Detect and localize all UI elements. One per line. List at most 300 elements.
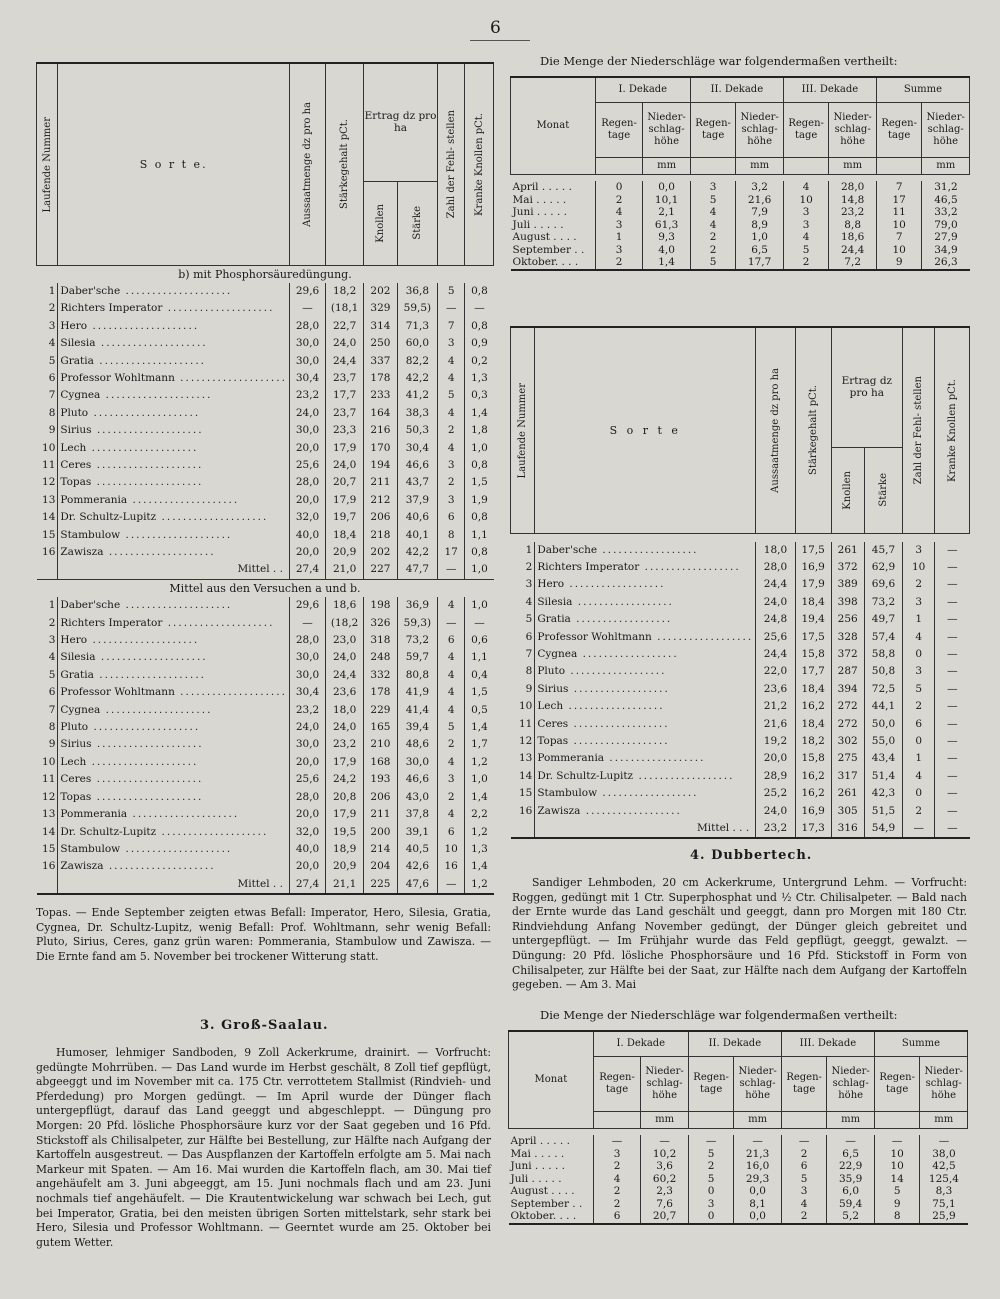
leader-dots: .................. bbox=[568, 682, 670, 695]
rain-height: 2,1 bbox=[643, 206, 691, 219]
variety-name bbox=[58, 353, 290, 370]
staerkegehalt-value: 18,4 bbox=[795, 716, 831, 733]
leader-dots: .................. bbox=[633, 769, 735, 782]
leader-dots: .................... bbox=[103, 546, 216, 558]
variety-name-text: Ceres bbox=[60, 458, 92, 471]
aussaat-value: 21,2 bbox=[756, 698, 796, 715]
aussaat-value: 28,0 bbox=[289, 474, 325, 491]
variety-name-text: Richters Imperator bbox=[60, 302, 163, 315]
rain-col-hoehe: Nieder- schlag- höhe bbox=[922, 103, 970, 158]
staerkegehalt-value: 24,4 bbox=[326, 353, 364, 370]
staerke-value: 42,2 bbox=[397, 544, 437, 561]
variety-name bbox=[58, 597, 290, 614]
knollen-value: 211 bbox=[364, 806, 398, 823]
rain-days: 9 bbox=[876, 256, 921, 270]
variety-name-leader bbox=[60, 300, 287, 317]
rain-table-1 bbox=[510, 76, 970, 271]
staerke-mean: 47,7 bbox=[397, 561, 437, 579]
staerke-value: 38,3 bbox=[397, 405, 437, 422]
aussaat-value: 32,0 bbox=[289, 824, 325, 841]
rain-col-unit: mm bbox=[827, 1112, 875, 1129]
aussaat-value: 30,0 bbox=[289, 422, 325, 439]
rain-header-row bbox=[511, 77, 970, 103]
variety-name-text: Professor Wohltmann bbox=[60, 371, 175, 384]
row-number: 6 bbox=[48, 686, 56, 699]
fehlstellen-value: 3 bbox=[438, 771, 465, 788]
staerkegehalt-value: 19,4 bbox=[795, 611, 831, 628]
aussaat-value: 30,0 bbox=[289, 736, 325, 753]
rain-height: 59,4 bbox=[827, 1198, 875, 1211]
row-number: 1 bbox=[48, 599, 56, 612]
rain-days: 4 bbox=[783, 231, 828, 244]
rain-col-hoehe: Nieder- schlag- höhe bbox=[829, 103, 877, 158]
leader-dots: .................. bbox=[564, 578, 666, 591]
rain-height: 3,2 bbox=[736, 181, 784, 194]
leader-dots: .................... bbox=[174, 371, 287, 384]
aussaat-value: 24,0 bbox=[289, 405, 325, 422]
staerke-value: 37,8 bbox=[397, 806, 437, 823]
rain-height: 61,3 bbox=[643, 219, 691, 232]
fehlstellen-value: 7 bbox=[438, 318, 465, 335]
staerkegehalt-value: 16,2 bbox=[795, 785, 831, 802]
rain-days: 4 bbox=[781, 1198, 826, 1211]
knollen-value: 193 bbox=[364, 771, 398, 788]
rain-col-d3: III. Dekade bbox=[783, 77, 876, 103]
aussaat-value: 28,0 bbox=[289, 632, 325, 649]
variety-name-leader bbox=[537, 681, 753, 698]
variety-name-leader bbox=[537, 646, 753, 663]
rain-row bbox=[511, 256, 970, 270]
leader-dots: .................... bbox=[162, 302, 275, 315]
knollen-value: 261 bbox=[831, 785, 864, 802]
row-number: 1 bbox=[48, 284, 56, 297]
variety-name-text: Silesia bbox=[60, 651, 96, 664]
rain-height: — bbox=[641, 1135, 689, 1148]
fehlstellen-value: 2 bbox=[438, 789, 465, 806]
variety-name bbox=[58, 509, 290, 526]
staerkegehalt-value: 16,2 bbox=[795, 768, 831, 785]
knollen-value: 211 bbox=[364, 474, 398, 491]
rain-days: 6 bbox=[593, 1210, 641, 1224]
variety-name-text: Professor Wohltmann bbox=[537, 630, 652, 643]
variety-name-leader bbox=[537, 611, 753, 628]
variety-name-leader bbox=[537, 768, 753, 785]
knollen-value: 248 bbox=[364, 649, 398, 666]
rain-row bbox=[509, 1210, 968, 1224]
kranke-mean: 1,2 bbox=[465, 876, 494, 894]
kranke-value: — bbox=[935, 663, 970, 680]
knollen-value: 212 bbox=[364, 492, 398, 509]
variety-name-leader bbox=[60, 527, 287, 544]
variety-row bbox=[511, 716, 970, 733]
rain-days: 7 bbox=[876, 231, 921, 244]
staerkegehalt-value: 23,6 bbox=[326, 684, 364, 701]
leader-dots: .................... bbox=[100, 389, 213, 402]
r-col-aussaat-header: Aussaatmenge dz pro ha bbox=[756, 327, 796, 533]
kranke-value: 2,2 bbox=[465, 806, 494, 823]
leader-dots: .................. bbox=[570, 613, 673, 626]
leader-dots: .................... bbox=[120, 284, 233, 297]
aussaat-value: 20,0 bbox=[289, 544, 325, 561]
variety-name-leader bbox=[60, 615, 287, 632]
variety-row bbox=[37, 527, 494, 544]
knollen-value: 202 bbox=[364, 544, 398, 561]
kranke-value: — bbox=[935, 733, 970, 750]
row-number: 9 bbox=[48, 738, 56, 751]
rain-days: 5 bbox=[688, 1173, 733, 1186]
rain-days: 3 bbox=[781, 1185, 826, 1198]
aussaat-value: 24,8 bbox=[756, 611, 796, 628]
leader-dots: .................. bbox=[572, 595, 674, 608]
variety-row bbox=[511, 733, 970, 750]
kranke-value: — bbox=[935, 750, 970, 767]
variety-name bbox=[535, 803, 756, 820]
variety-name bbox=[535, 611, 756, 628]
aussaat-value: 24,0 bbox=[756, 803, 796, 820]
variety-row bbox=[37, 702, 494, 719]
variety-name-text: Stambulow bbox=[537, 787, 598, 800]
staerke-value: 42,2 bbox=[397, 370, 437, 387]
rain-height: 34,9 bbox=[922, 244, 970, 257]
variety-name-text: Daber'sche bbox=[60, 284, 121, 297]
staerkegehalt-value: 17,9 bbox=[326, 806, 364, 823]
row-number: 3 bbox=[48, 319, 56, 332]
variety-name-text: Topas bbox=[60, 790, 92, 803]
variety-name bbox=[58, 702, 290, 719]
staerkegehalt-value: 23,3 bbox=[326, 422, 364, 439]
rain-col-hoehe: Nieder- schlag- höhe bbox=[920, 1057, 968, 1112]
variety-name-leader bbox=[537, 576, 753, 593]
fehlstellen-value: 5 bbox=[438, 283, 465, 300]
col-lfd-header: Laufende Nummer bbox=[37, 63, 58, 265]
staerkegehalt-value: 24,0 bbox=[326, 719, 364, 736]
variety-row bbox=[511, 594, 970, 611]
fehlstellen-value: 0 bbox=[903, 785, 935, 802]
rain-days: 2 bbox=[595, 194, 643, 207]
staerkegehalt-value: 20,8 bbox=[326, 789, 364, 806]
kranke-value: 1,4 bbox=[465, 719, 494, 736]
staerke-value: 50,3 bbox=[397, 422, 437, 439]
variety-name-leader bbox=[60, 702, 287, 719]
staerke-value: 46,6 bbox=[397, 771, 437, 788]
r-col-staerkegehalt-header: Stärkegehalt pCt. bbox=[795, 327, 831, 533]
variety-name-leader bbox=[60, 387, 287, 404]
row-number: 3 bbox=[48, 634, 56, 647]
rain-month: April . . . . . bbox=[512, 181, 572, 193]
row-number: 4 bbox=[48, 651, 56, 664]
col-ertrag-header: Ertrag dz pro ha bbox=[364, 63, 438, 181]
row-number: 9 bbox=[48, 424, 56, 437]
staerke-value: 42,6 bbox=[397, 858, 437, 875]
right-variety-table bbox=[510, 326, 970, 839]
rain-header-row bbox=[509, 1031, 968, 1057]
rain-height: 28,0 bbox=[829, 181, 877, 194]
variety-name-text: Gratia bbox=[60, 354, 94, 367]
staerkegehalt-value: 17,5 bbox=[795, 629, 831, 646]
col-kranke-header: Kranke Knollen pCt. bbox=[465, 63, 494, 265]
knollen-value: 204 bbox=[364, 858, 398, 875]
rain-month: August . . . . bbox=[512, 231, 577, 243]
variety-name bbox=[58, 719, 290, 736]
staerkegehalt-value: 16,9 bbox=[795, 559, 831, 576]
variety-name bbox=[535, 716, 756, 733]
variety-row bbox=[511, 750, 970, 767]
variety-name-leader bbox=[60, 283, 287, 300]
rain-month: Mai . . . . . bbox=[512, 193, 567, 206]
kranke-value: 0,3 bbox=[465, 387, 494, 404]
rain-row bbox=[509, 1135, 968, 1148]
aussaat-value: 28,0 bbox=[289, 789, 325, 806]
col-aussaat-header: Aussaatmenge dz pro ha bbox=[289, 63, 325, 265]
row-number: 15 bbox=[518, 787, 533, 800]
knollen-value: 317 bbox=[831, 768, 864, 785]
staerkegehalt-value: 22,7 bbox=[326, 318, 364, 335]
kranke-value: 1,1 bbox=[465, 527, 494, 544]
rain-row bbox=[509, 1198, 968, 1211]
fehlstellen-value: 4 bbox=[903, 629, 935, 646]
variety-name-text: Richters Imperator bbox=[60, 616, 163, 629]
section-ab-heading-label: Mittel aus den Versuchen a und b. bbox=[37, 579, 494, 597]
rain-days: 3 bbox=[595, 244, 643, 257]
aussaat-mean: 27,4 bbox=[289, 561, 325, 579]
rain-row bbox=[511, 206, 970, 219]
staerke-value: 41,9 bbox=[397, 684, 437, 701]
fehlstellen-value: 2 bbox=[903, 803, 935, 820]
variety-row bbox=[37, 597, 494, 614]
rain-days: 4 bbox=[595, 206, 643, 219]
rain-col-hoehe: Nieder- schlag- höhe bbox=[641, 1057, 689, 1112]
spacer-row bbox=[511, 533, 970, 542]
row-number: 11 bbox=[42, 773, 56, 786]
aussaat-value: 25,6 bbox=[289, 457, 325, 474]
kranke-value: 1,0 bbox=[465, 440, 494, 457]
fehlstellen-value: 0 bbox=[903, 646, 935, 663]
variety-row bbox=[37, 405, 494, 422]
variety-name-leader bbox=[60, 318, 287, 335]
kranke-value: — bbox=[935, 611, 970, 628]
rain-col-regentage: Regen- tage bbox=[688, 1057, 733, 1112]
rain-height: 31,2 bbox=[922, 181, 970, 194]
leader-dots: .................. bbox=[568, 717, 670, 730]
aussaat-value: 20,0 bbox=[756, 750, 796, 767]
aussaat-value: 29,6 bbox=[289, 283, 325, 300]
kranke-value: 1,4 bbox=[465, 405, 494, 422]
staerke-value: 46,6 bbox=[397, 457, 437, 474]
col-knollen-header: Knollen bbox=[364, 181, 398, 265]
variety-row bbox=[37, 632, 494, 649]
variety-name-text: Zawisza bbox=[60, 546, 104, 558]
variety-name bbox=[535, 785, 756, 802]
fehlstellen-value: 2 bbox=[438, 422, 465, 439]
variety-name-text: Stambulow bbox=[60, 528, 121, 541]
staerke-value: 40,5 bbox=[397, 841, 437, 858]
staerkegehalt-value: 15,8 bbox=[795, 750, 831, 767]
rain-days: — bbox=[781, 1135, 826, 1148]
rain-days: 0 bbox=[595, 181, 643, 194]
leader-dots: .................... bbox=[156, 825, 269, 838]
variety-name-leader bbox=[60, 632, 287, 649]
fehlstellen-value: 4 bbox=[438, 597, 465, 614]
variety-name bbox=[535, 768, 756, 785]
fehlstellen-value: 4 bbox=[438, 405, 465, 422]
rain-month: August . . . . bbox=[510, 1185, 575, 1197]
rain-month: April . . . . . bbox=[510, 1135, 570, 1147]
staerkegehalt-value: 24,2 bbox=[326, 771, 364, 788]
rain-col-hoehe: Nieder- schlag- höhe bbox=[827, 1057, 875, 1112]
aussaat-value: 20,0 bbox=[289, 440, 325, 457]
leader-dots: .................... bbox=[156, 511, 269, 524]
col-staerkegehalt-header: Stärkegehalt pCt. bbox=[326, 63, 364, 265]
staerkegehalt-value: 20,7 bbox=[326, 474, 364, 491]
rain-col-monat: Monat bbox=[511, 77, 596, 175]
variety-name bbox=[58, 422, 290, 439]
rain-height: 6,5 bbox=[827, 1148, 875, 1161]
rain-days: 11 bbox=[876, 206, 921, 219]
rain-height: 24,4 bbox=[829, 244, 877, 257]
staerkegehalt-value: 23,0 bbox=[326, 632, 364, 649]
staerke-value: 41,2 bbox=[397, 387, 437, 404]
rain-height: — bbox=[827, 1135, 875, 1148]
rain-height: 29,3 bbox=[734, 1173, 782, 1186]
kranke-value: 1,8 bbox=[465, 422, 494, 439]
rain-col-regentage: Regen- tage bbox=[593, 1057, 641, 1112]
variety-name-text: Stambulow bbox=[60, 842, 121, 855]
staerke-value: 73,2 bbox=[397, 632, 437, 649]
r-col-lfd-header: Laufende Nummer bbox=[511, 327, 535, 533]
aussaat-value: — bbox=[289, 300, 325, 317]
knollen-value: 272 bbox=[831, 698, 864, 715]
knollen-value: 272 bbox=[831, 716, 864, 733]
fehlstellen-value: 3 bbox=[903, 663, 935, 680]
knollen-value: 372 bbox=[831, 646, 864, 663]
r-col-knollen-header: Knollen bbox=[831, 447, 864, 533]
rain-height: 35,9 bbox=[827, 1173, 875, 1186]
rain-col-unit: mm bbox=[641, 1112, 689, 1129]
fehlstellen-value: 3 bbox=[438, 492, 465, 509]
aussaat-value: 23,2 bbox=[289, 702, 325, 719]
variety-row bbox=[37, 335, 494, 352]
leader-dots: .................... bbox=[95, 651, 208, 664]
staerkegehalt-value: 20,9 bbox=[326, 544, 364, 561]
knollen-value: 178 bbox=[364, 370, 398, 387]
knollen-value: 389 bbox=[831, 576, 864, 593]
leader-dots: .................. bbox=[597, 543, 699, 556]
variety-name-leader bbox=[537, 698, 753, 715]
variety-row bbox=[511, 611, 970, 628]
leader-dots: .................... bbox=[103, 860, 216, 873]
variety-name bbox=[535, 733, 756, 750]
staerke-value: 42,3 bbox=[864, 785, 902, 802]
rain-height: 14,8 bbox=[829, 194, 877, 207]
staerkegehalt-value: 23,7 bbox=[326, 370, 364, 387]
variety-name-leader bbox=[60, 649, 287, 666]
rain-days: 5 bbox=[690, 194, 735, 207]
row-number: 12 bbox=[42, 790, 56, 803]
staerkegehalt-value: 23,7 bbox=[326, 405, 364, 422]
variety-name-text: Silesia bbox=[60, 337, 96, 350]
staerkegehalt-value: 17,5 bbox=[795, 542, 831, 559]
knollen-value: 275 bbox=[831, 750, 864, 767]
row-number: 5 bbox=[48, 668, 56, 681]
variety-name-text: Sirius bbox=[537, 682, 569, 695]
fehlstellen-value: 10 bbox=[438, 841, 465, 858]
variety-name-leader bbox=[60, 370, 287, 387]
leader-dots: .................... bbox=[88, 406, 201, 419]
variety-name-text: Professor Wohltmann bbox=[60, 686, 175, 699]
section-ab-heading bbox=[37, 579, 494, 597]
variety-name bbox=[58, 824, 290, 841]
rain-days: 10 bbox=[874, 1160, 919, 1173]
knollen-value: 329 bbox=[364, 300, 398, 317]
aussaat-value: 29,6 bbox=[289, 597, 325, 614]
kranke-value: 1,4 bbox=[465, 858, 494, 875]
variety-name-text: Cygnea bbox=[60, 389, 101, 402]
variety-name-text: Gratia bbox=[537, 613, 571, 626]
staerke-value: 48,6 bbox=[397, 736, 437, 753]
col-sorte-header: S o r t e. bbox=[58, 63, 290, 265]
kranke-value: — bbox=[935, 629, 970, 646]
knollen-value: 394 bbox=[831, 681, 864, 698]
fehlstellen-value: 5 bbox=[903, 681, 935, 698]
rain-height: 18,6 bbox=[829, 231, 877, 244]
rain-height: 16,0 bbox=[734, 1160, 782, 1173]
row-number: 8 bbox=[48, 721, 56, 734]
fehlstellen-value: 3 bbox=[903, 594, 935, 611]
row-number: 8 bbox=[525, 665, 533, 678]
staerke-value: 59,5) bbox=[397, 300, 437, 317]
aussaat-value: 18,0 bbox=[756, 542, 796, 559]
rain-days: 3 bbox=[593, 1148, 641, 1161]
rain-col-regentage: Regen- tage bbox=[781, 1057, 826, 1112]
staerke-value: 40,1 bbox=[397, 527, 437, 544]
variety-row bbox=[511, 768, 970, 785]
variety-name bbox=[58, 806, 290, 823]
rain-row bbox=[511, 194, 970, 207]
staerke-mean: 47,6 bbox=[397, 876, 437, 894]
rain-days: 5 bbox=[783, 244, 828, 257]
rain-col-hoehe: Nieder- schlag- höhe bbox=[736, 103, 784, 158]
rain-height: 27,9 bbox=[922, 231, 970, 244]
row-number: 8 bbox=[48, 406, 56, 419]
fehlstellen-value: — bbox=[438, 300, 465, 317]
rain-days: 2 bbox=[595, 256, 643, 270]
rain-col-d2: II. Dekade bbox=[690, 77, 783, 103]
staerkegehalt-value: 18,4 bbox=[326, 527, 364, 544]
staerkegehalt-value: 18,6 bbox=[326, 597, 364, 614]
variety-row bbox=[511, 629, 970, 646]
kranke-value: 1,0 bbox=[465, 771, 494, 788]
rain-height: 8,9 bbox=[736, 219, 784, 232]
variety-name bbox=[58, 667, 290, 684]
variety-row bbox=[511, 663, 970, 680]
mittel-label: Mittel . . . bbox=[535, 820, 756, 838]
variety-row bbox=[37, 667, 494, 684]
knollen-value: 326 bbox=[364, 615, 398, 632]
row-number: 14 bbox=[518, 769, 533, 782]
staerkegehalt-value: 19,7 bbox=[326, 509, 364, 526]
fehlstellen-value: 4 bbox=[438, 440, 465, 457]
rain-col-d2: II. Dekade bbox=[688, 1031, 781, 1057]
rain-days: 3 bbox=[688, 1198, 733, 1211]
staerkegehalt-value: 18,2 bbox=[326, 283, 364, 300]
staerke-value: 41,4 bbox=[397, 702, 437, 719]
kranke-value: 1,9 bbox=[465, 492, 494, 509]
fehlstellen-value: 16 bbox=[438, 858, 465, 875]
rain-height: 21,6 bbox=[736, 194, 784, 207]
aussaat-value: 20,0 bbox=[289, 806, 325, 823]
variety-name-leader bbox=[537, 629, 753, 646]
fehlstellen-value: 5 bbox=[438, 719, 465, 736]
